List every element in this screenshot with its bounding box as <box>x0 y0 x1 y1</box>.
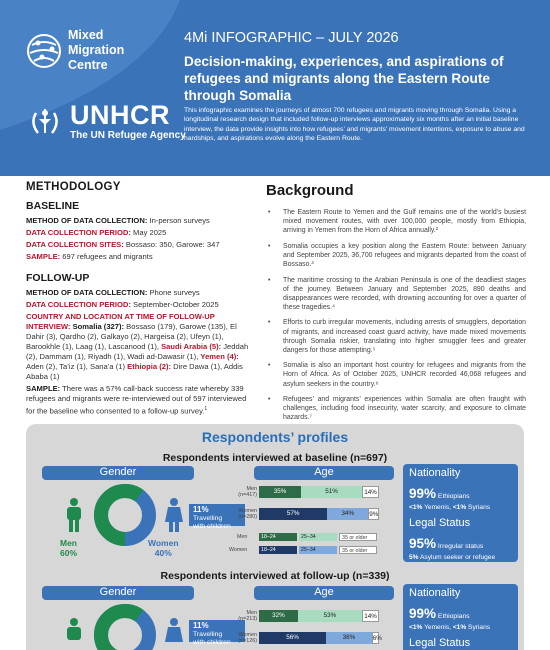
baseline-age-header: Age <box>254 466 394 480</box>
followup-gender-header: Gender <box>42 586 194 600</box>
background-bullet: • Efforts to curb irregular movements, including arrests of smugglers, deportation of migrants, and increased coast guard activity, have made mixed movements through Somalia riskier, translating into higher smuggler fees and greater dangers for those attempting.⁵ <box>266 318 526 354</box>
followup-nationality-box: Nationality 99% Ethiopians <1% Yemenis, <1% Syrians <box>403 584 518 650</box>
background-bullet: • Somalia occupies a key position along the Eastern Route: between January and September 2025, 36,700 refugees and migrants departed from the coast of Bossaso.³ <box>266 242 526 269</box>
background-bullet: • Refugees’ and migrants’ experiences within Somalia are often fraught with challenges, including food insecurity, water scarcity, and exposure to climate hazards.⁷ <box>266 395 526 422</box>
followup-travelling-with-children: 11% Travelling with children <box>189 620 245 642</box>
baseline-age-row-men: Men (n=417) 35% 51% 14% <box>229 486 399 498</box>
followup-age-header: Age <box>254 586 394 600</box>
baseline-sites: DATA COLLECTION SITES: Bossaso: 350, Garowe: 347 <box>26 240 220 249</box>
followup-age-row-men: Men (n=213) 32% 53% 14% <box>229 610 399 622</box>
followup-men-bar <box>259 610 379 622</box>
intro-paragraph: This infographic examines the journeys of almost 700 refugees and migrants moving through Somalia. Using a longitudinal research design that included follow-up interviews approximately six months after an initial baseline interview, the data provide insights into how refugees’ and migrants’ movement intentions, exposure to abuse and hardships, and aspirations evolve along the Eastern Route. <box>184 107 525 142</box>
followup-age-row-women: Women (n=126) 56% 38% 6% <box>238 632 382 644</box>
respondents-profiles-panel <box>26 424 524 650</box>
profiles-heading: Respondents’ profiles <box>201 429 349 445</box>
baseline-women-bar <box>259 508 379 520</box>
unhcr-logo[interactable] <box>26 102 186 141</box>
age-bar-segment-25-34: 34% <box>327 508 368 520</box>
age-bar-segment-35-plus: 14% <box>362 610 379 622</box>
age-bar-segment-25-34: 51% <box>301 486 362 498</box>
followup-profile-title: Respondents interviewed at follow-up (n=339) <box>160 570 390 582</box>
page-title: Decision-making, experiences, and aspirations of refugees and migrants along the Eastern Route through Somalia <box>184 54 504 103</box>
mmc-word-3: Centre <box>68 58 108 72</box>
woman-icon <box>164 618 184 650</box>
mmc-logo[interactable] <box>26 28 124 73</box>
followup-legal-status-box: Legal Status <box>403 634 518 650</box>
background-bullet: • Somalia is also an important host country for refugees and migrants from the Horn of Africa. As of October 2025, UNHCR recorded 46,068 refugees and asylum seekers in the country.⁶ <box>266 361 526 388</box>
unhcr-subtitle: The UN Refugee Agency <box>70 130 186 141</box>
baseline-travelling-with-children: 11% Travelling with children <box>189 504 245 526</box>
age-bar-segment-18-24: 32% <box>259 610 298 622</box>
age-bar-segment-35-plus: 9% <box>368 508 379 520</box>
infographic-kicker: 4Mi INFOGRAPHIC – JULY 2026 <box>184 30 399 46</box>
age-bar-segment-18-24: 56% <box>259 632 326 644</box>
followup-method: METHOD OF DATA COLLECTION: Phone surveys <box>26 288 200 297</box>
baseline-profile-title: Respondents interviewed at baseline (n=697) <box>162 452 388 464</box>
unhcr-name: UNHCR <box>70 100 170 130</box>
followup-period: DATA COLLECTION PERIOD: September-October 2025 <box>26 300 219 309</box>
baseline-men-bar <box>259 486 379 498</box>
age-bar-segment-25-34: 53% <box>298 610 362 622</box>
baseline-legal-status-box: Legal Status 95% Irregular status 5% Asylum seeker or refugee <box>403 514 518 562</box>
age-bar-segment-35-plus: 14% <box>362 486 379 498</box>
baseline-method: METHOD OF DATA COLLECTION: In-person surveys <box>26 216 210 225</box>
methodology-section <box>26 182 254 419</box>
baseline-men-label: Men 60% <box>60 538 78 558</box>
man-icon <box>64 618 84 650</box>
mmc-word-2: Migration <box>68 43 125 57</box>
man-icon <box>64 498 84 532</box>
age-legend-women: Women 18–24 25–34 35 or older <box>229 546 399 556</box>
age-bar-segment-25-34: 38% <box>326 632 372 644</box>
age-legend-men: Men 18–24 25–34 35 or older <box>229 533 399 543</box>
followup-heading: FOLLOW-UP <box>26 272 90 284</box>
mmc-globe-icon <box>26 33 62 69</box>
baseline-period: DATA COLLECTION PERIOD: May 2025 <box>26 228 167 237</box>
age-bar-segment-35-plus: 6% <box>372 632 379 644</box>
baseline-age-row-women: Women (n=280) 57% 34% 9% <box>238 508 379 520</box>
followup-sample: SAMPLE: There was a 57% call-back success rate whereby 339 refugees and migrants were re-interviewed out of 597 interviewed for the baseline who consented to a follow-up survey.$^1$ <box>26 384 247 416</box>
background-bullet: • The Eastern Route to Yemen and the Gulf remains one of the world’s busiest mixed movement routes, with over 100,000 people, mostly from Ethiopia, arriving in Yemen from the Horn of Africa annually.² <box>266 208 526 235</box>
background-heading: Background <box>266 182 354 199</box>
mmc-word-1: Mixed <box>68 28 104 42</box>
methodology-heading: METHODOLOGY <box>26 181 121 193</box>
baseline-heading: BASELINE <box>26 200 80 212</box>
followup-locations: COUNTRY AND LOCATION AT TIME OF FOLLOW-UP INTERVIEW: Somalia (327): Bossaso (179), Garowe (135), El Dahir (3), Qardho (2), Galkayo (2), Hargeisa (2), Ufeyn (1), Barookhle (1), Laag (1), Lascanood (1), Saudi Arabia (5): Jeddah (2), Dammam (1), Riyadh (1), Wadi ad-Dawasir (1), Yemen (4): Aden (2), Ta’iz (1), Sana’a (1) Ethiopia (2): Dire Dawa (1), Addis Ababa (1) <box>26 312 249 381</box>
unhcr-laurel-icon <box>26 105 64 139</box>
header-banner <box>0 0 550 176</box>
baseline-sample: SAMPLE: 697 refugees and migrants <box>26 252 153 261</box>
age-bar-segment-18-24: 35% <box>259 486 301 498</box>
baseline-women-label: Women 40% <box>148 538 179 558</box>
followup-women-bar <box>259 632 382 644</box>
background-bullet: • The maritime crossing to the Arabian Peninsula is one of the deadliest stages of the journey. Between January and September 2025, 890 deaths and disappearances were recorded, with drowning accounting for over a quarter of these tragedies.⁴ <box>266 276 526 312</box>
woman-icon <box>164 498 184 532</box>
baseline-nationality-box: Nationality 99% Ethiopians <1% Yemenis, <1% Syrians <box>403 464 518 544</box>
background-bullet-list <box>266 208 526 422</box>
followup-gender-donut <box>92 602 158 650</box>
background-section <box>266 182 526 429</box>
age-bar-segment-18-24: 57% <box>259 508 327 520</box>
baseline-gender-header: Gender <box>42 466 194 480</box>
